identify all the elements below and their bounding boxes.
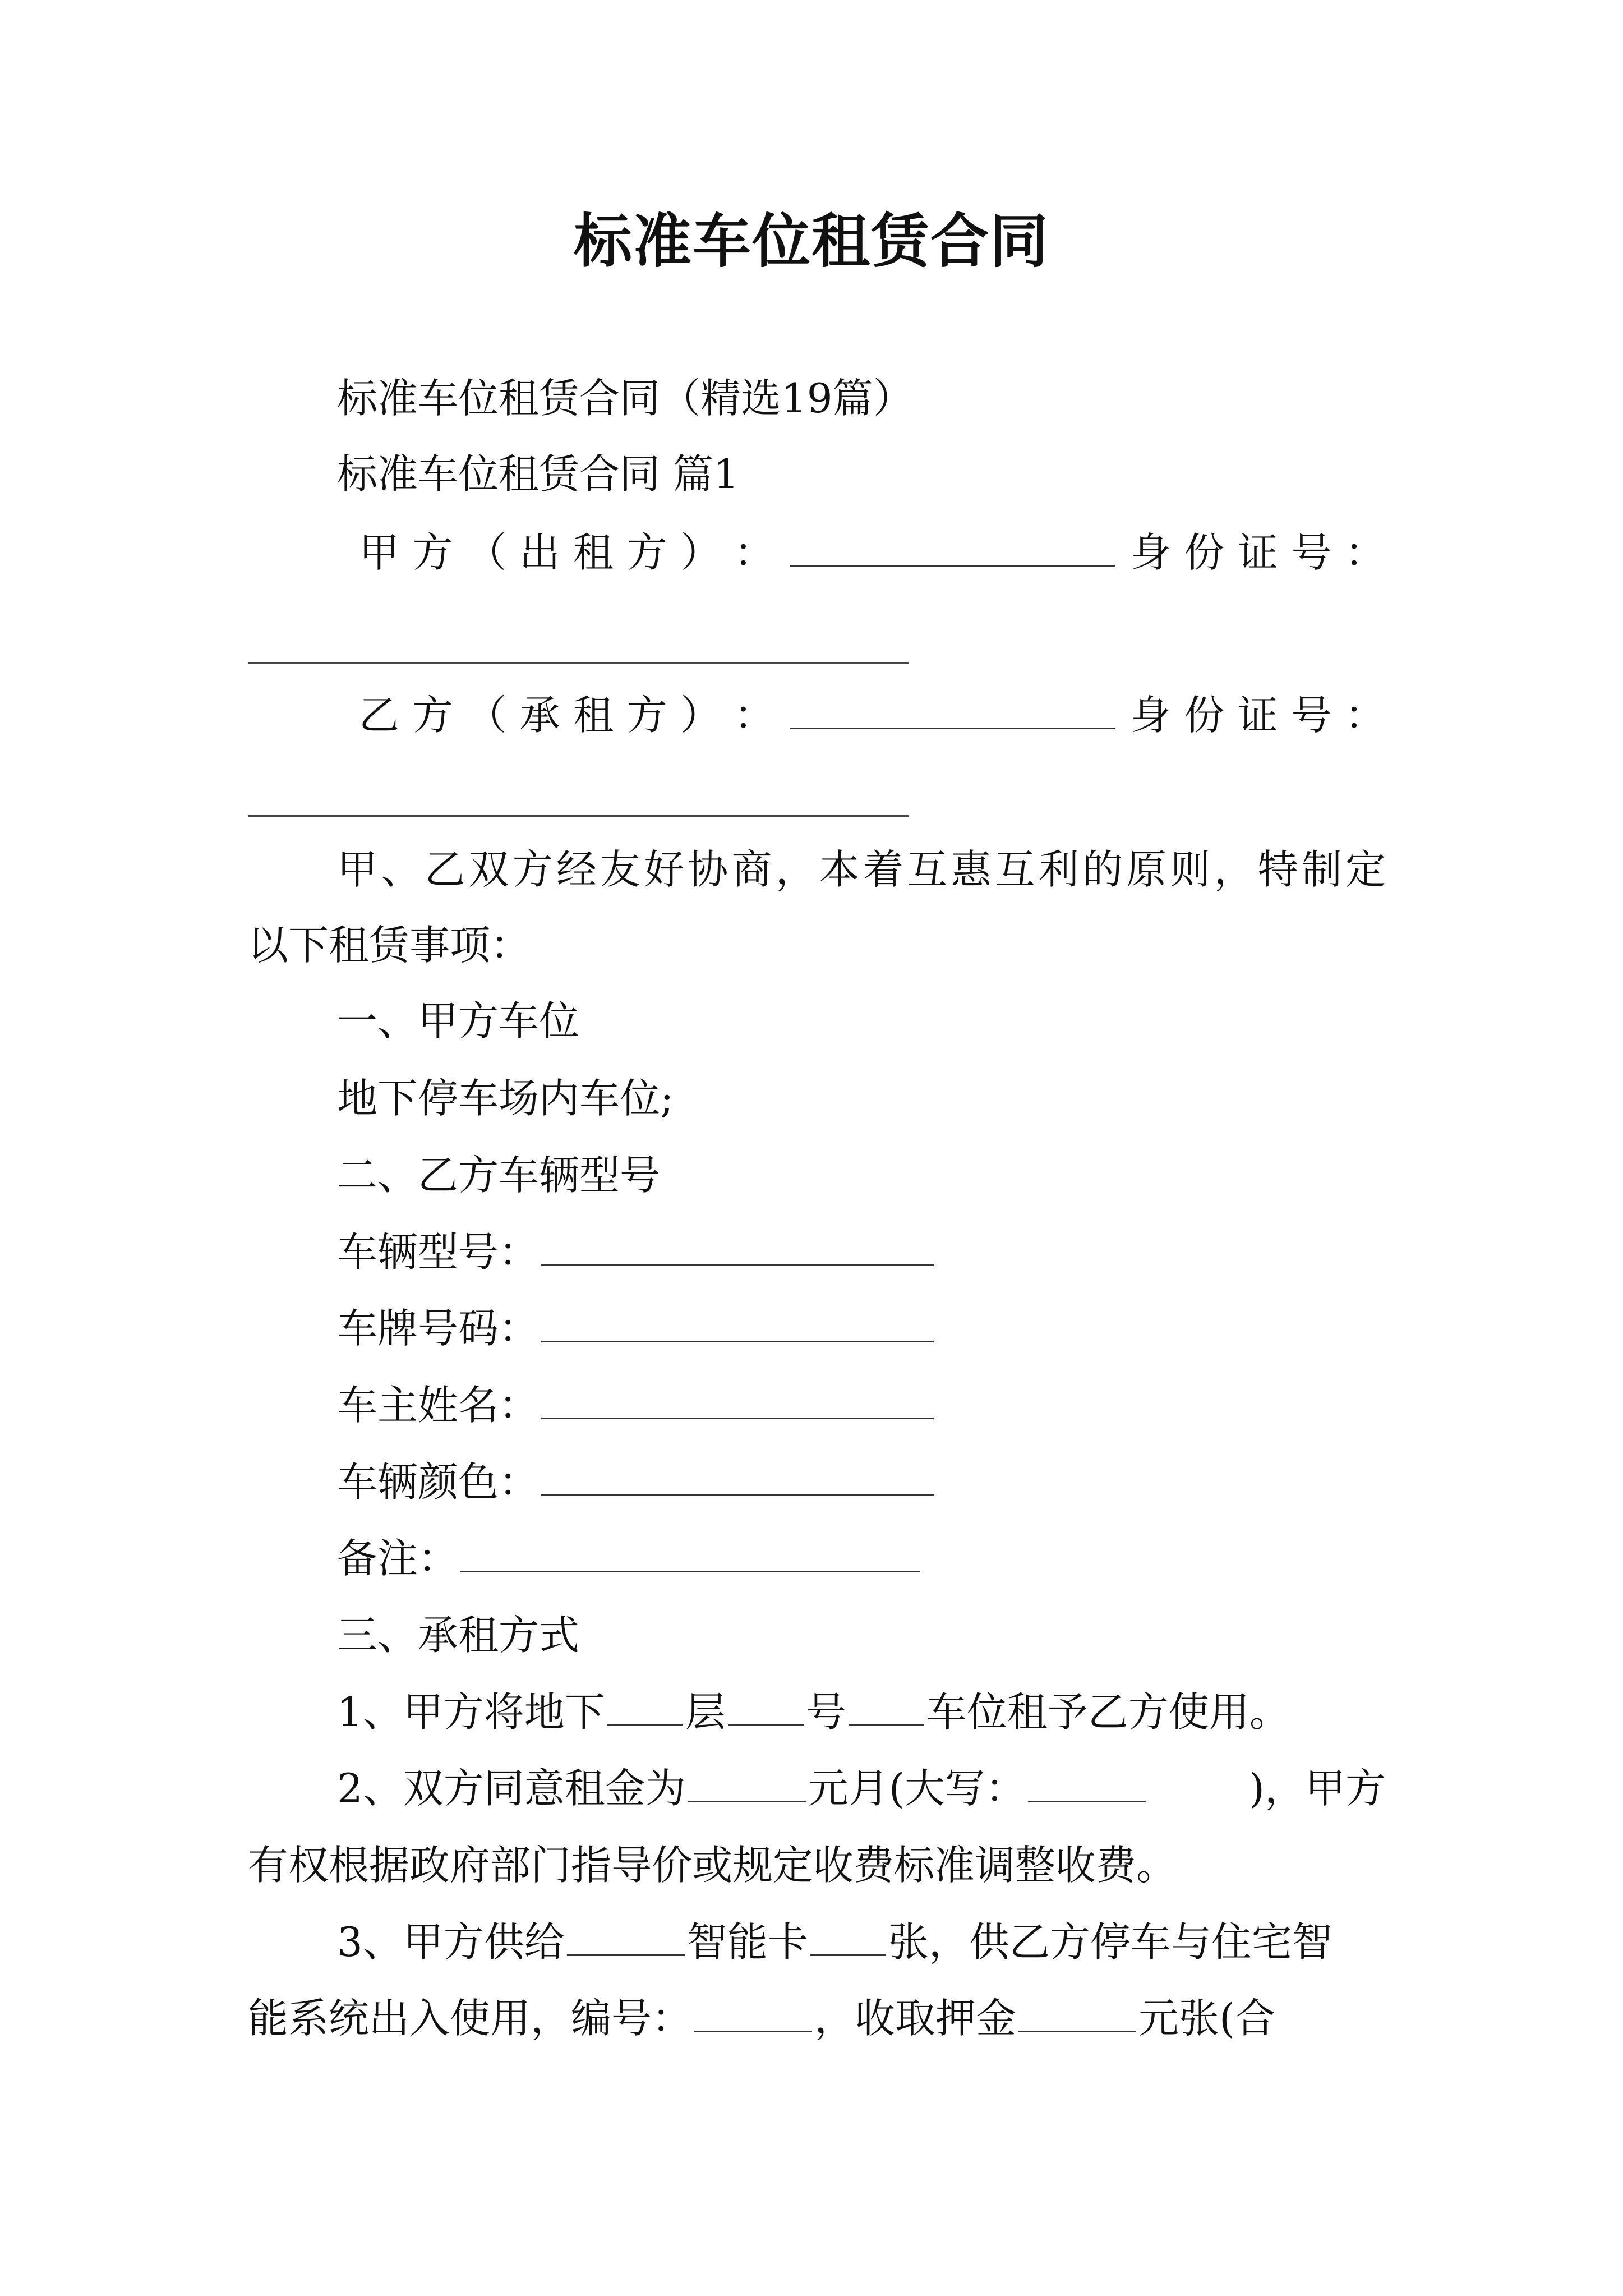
item-1-text-b: 层 [685,1688,726,1736]
party-b-id-label-char: 证 [1237,692,1278,739]
space-number-blank[interactable] [728,1691,804,1726]
item-3-text-e: ，收取押金 [814,1995,1017,2042]
item-1-text-d: 车位租予乙方使用。 [926,1688,1290,1736]
party-b-id-underline[interactable] [248,815,909,817]
party-b-line [359,687,1385,743]
intro-paragraph-line1: 甲、乙双方经友好协商，本着互惠互利的原则，特制定 [337,846,1386,893]
card-number-blank[interactable] [694,1997,812,2032]
space-blank[interactable] [849,1691,924,1726]
party-a-label-char: 方 [412,529,453,576]
party-a-id-label-char: 份 [1184,529,1225,576]
item-3-text-a: 3、甲方供给 [337,1918,565,1966]
chapter-heading: 标准车位租赁合同 篇1 [337,450,739,498]
item-2-line-1 [337,1760,1386,1816]
party-a-id-label-char: 证 [1237,529,1278,576]
party-a-label-char: 租 [573,529,614,576]
party-a-id-label-char: 号 [1291,529,1332,576]
party-b-label-char: 乙 [359,692,400,739]
item-2-text-c: )，甲方 [1248,1765,1386,1812]
party-b-label-char: 承 [519,692,560,739]
party-b-id-label-char: 身 [1130,692,1171,739]
vehicle-model-blank[interactable] [541,1231,934,1266]
field-note [337,1530,923,1586]
note-blank[interactable] [460,1537,920,1572]
card-count-blank[interactable] [810,1921,886,1956]
card-type-blank[interactable] [567,1921,685,1956]
section-1-body: 地下停车场内车位; [337,1075,674,1122]
party-b-id-label-char: ： [1344,692,1385,739]
rent-uppercase-blank[interactable] [1028,1767,1146,1802]
party-b-id-label-char: 份 [1184,692,1225,739]
section-2-heading: 二、乙方车辆型号 [337,1152,661,1199]
item-3-text-b: 智能卡 [686,1918,808,1966]
rent-blank[interactable] [688,1767,806,1802]
party-a-label-char: 甲 [359,529,400,576]
section-1-heading: 一、甲方车位 [337,997,580,1045]
party-b-id-label-char: 号 [1291,692,1332,739]
field-plate-number [337,1300,936,1356]
field-note-label: 备注： [337,1535,459,1582]
owner-name-blank[interactable] [541,1384,934,1419]
item-2-line-2: 有权根据政府部门指导价或规定收费标准调整收费。 [248,1842,1177,1889]
item-3-line-2 [248,1990,1385,2046]
party-a-line [359,524,1385,581]
item-3-line-1 [337,1914,1386,1970]
field-vehicle-color-label: 车辆颜色： [337,1458,540,1506]
deposit-blank[interactable] [1018,1997,1136,2032]
floor-blank[interactable] [607,1691,683,1726]
item-1-text-a: 1、甲方将地下 [337,1688,605,1736]
party-a-name-blank[interactable] [790,531,1115,567]
section-3-heading: 三、承租方式 [337,1612,580,1659]
party-a-id-label-char: 身 [1130,529,1171,576]
party-a-id-underline[interactable] [248,662,909,664]
party-a-label-char: ： [734,529,774,576]
item-3-text-f: 元张(合 [1138,1995,1276,2042]
field-vehicle-color [337,1454,936,1510]
field-vehicle-model-label: 车辆型号： [337,1228,540,1276]
party-b-label-char: ） [680,692,721,739]
party-b-label-char: （ [466,692,507,739]
field-plate-number-label: 车牌号码： [337,1305,540,1352]
party-a-id-label-char: ： [1344,529,1385,576]
subtitle: 标准车位租赁合同（精选19篇） [337,375,914,422]
item-2-text-a: 2、双方同意租金为 [337,1765,686,1812]
item-3-text-c: 张，供乙方停车与住宅智 [888,1918,1332,1966]
party-a-label-char: ） [680,529,721,576]
field-owner-name-label: 车主姓名： [337,1382,540,1429]
plate-number-blank[interactable] [541,1307,934,1342]
party-b-label-char: 租 [573,692,614,739]
party-a-label-char: （ [466,529,507,576]
item-1-text-c: 号 [805,1688,846,1736]
item-1 [337,1684,1290,1740]
party-b-label-char: 方 [626,692,667,739]
party-b-name-blank[interactable] [790,694,1115,729]
party-a-label-char: 出 [519,529,560,576]
field-vehicle-model [337,1224,936,1280]
item-2-text-b: 元月(大写： [808,1765,1026,1812]
field-owner-name [337,1377,936,1433]
item-3-text-d: 能系统出入使用，编号： [248,1995,693,2042]
party-b-label-char: 方 [412,692,453,739]
party-a-label-char: 方 [626,529,667,576]
document-title: 标准车位租赁合同 [573,206,1049,275]
party-b-label-char: ： [734,692,774,739]
intro-paragraph-line2: 以下租赁事项： [248,922,531,969]
vehicle-color-blank[interactable] [541,1461,934,1496]
